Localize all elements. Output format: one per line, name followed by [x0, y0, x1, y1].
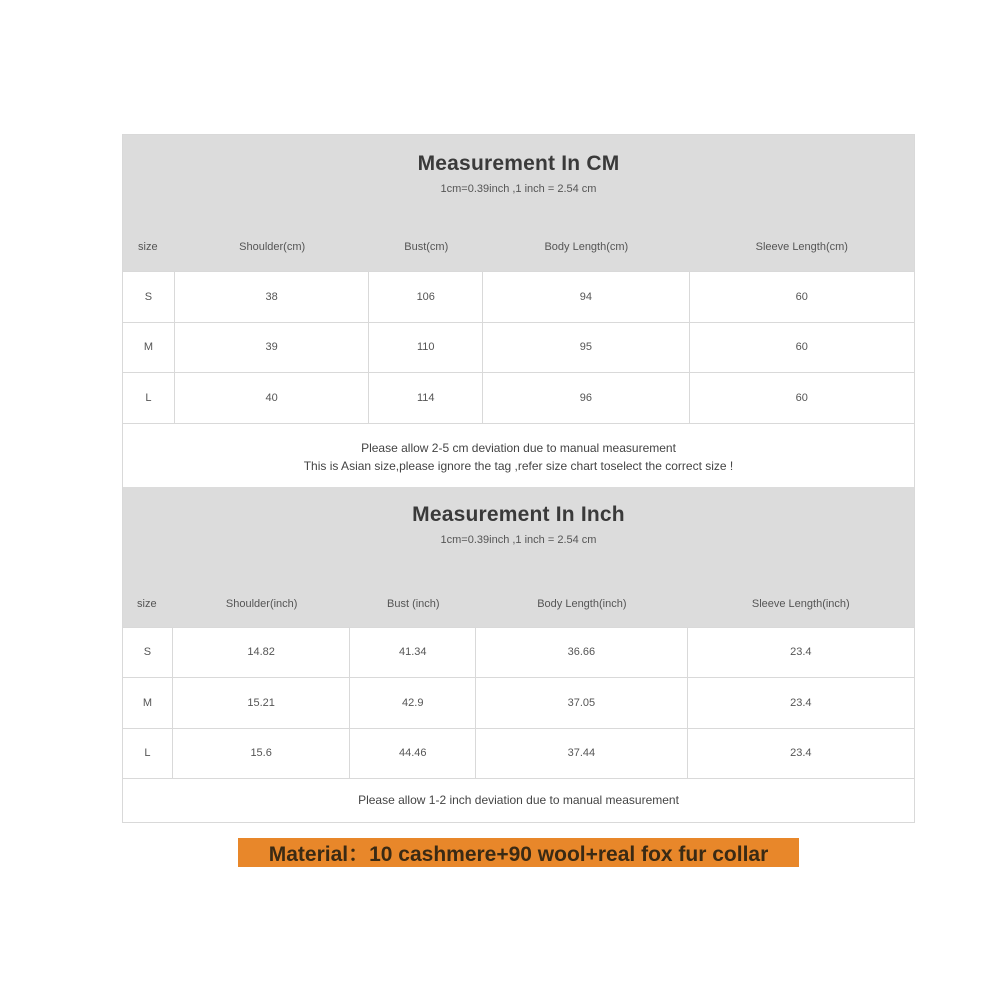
size-cell: L	[123, 729, 173, 779]
body-length-cell: 94	[483, 272, 689, 322]
column-header-bust: Bust(cm)	[404, 241, 449, 253]
size-cell: M	[123, 678, 173, 728]
sleeve-length-cell: 60	[795, 391, 808, 404]
table-row	[123, 677, 914, 728]
cm-title: Measurement In CM	[417, 152, 620, 175]
column-header-sleeve-length: Sleeve Length(cm)	[755, 241, 848, 253]
column-header-size: size	[138, 241, 158, 253]
table-row	[123, 322, 914, 373]
size-cell: M	[123, 323, 175, 373]
cm-conversion-note: 1cm=0.39inch ,1 inch = 2.54 cm	[440, 183, 597, 195]
sleeve-length-cell: 60	[795, 341, 808, 354]
column-header-body-length: Body Length(inch)	[537, 597, 627, 610]
shoulder-cell: 38	[175, 272, 370, 322]
inch-deviation-note: Please allow 1-2 inch deviation due to manual measurement	[123, 778, 914, 822]
table-row	[123, 372, 914, 423]
inch-header	[123, 487, 914, 627]
body-length-cell: 96	[483, 373, 689, 423]
shoulder-cell: 39	[175, 323, 370, 373]
bust-cell: 106	[369, 272, 483, 322]
size-cell: L	[123, 373, 175, 423]
size-cell: S	[123, 272, 175, 322]
shoulder-cell: 40	[175, 373, 370, 423]
shoulder-cell: 14.82	[173, 628, 351, 678]
bust-cell: 41.34	[350, 628, 476, 678]
column-header-size: size	[137, 597, 157, 610]
column-header-sleeve-length: Sleeve Length(inch)	[751, 597, 850, 610]
column-header-shoulder: Shoulder(inch)	[225, 597, 298, 610]
cm-header	[123, 135, 914, 271]
inch-section	[123, 487, 914, 823]
column-header-shoulder: Shoulder(cm)	[239, 241, 306, 253]
inch-column-headers	[123, 584, 914, 624]
column-header-body-length: Body Length(cm)	[544, 241, 629, 253]
bust-cell: 114	[369, 373, 483, 423]
sleeve-length-cell: 23.4	[790, 747, 812, 760]
table-row	[123, 728, 914, 779]
sleeve-length-cell: 23.4	[790, 696, 812, 709]
inch-title: Measurement In Inch	[412, 502, 625, 526]
inch-conversion-note: 1cm=0.39inch ,1 inch = 2.54 cm	[440, 533, 597, 546]
body-length-cell: 37.44	[476, 729, 687, 779]
sleeve-length-cell: 23.4	[790, 646, 812, 659]
bust-cell: 44.46	[350, 729, 476, 779]
column-header-bust: Bust (inch)	[387, 597, 440, 610]
cm-column-headers	[123, 227, 914, 267]
bust-cell: 42.9	[350, 678, 476, 728]
size-cell: S	[123, 628, 173, 678]
size-chart	[122, 134, 915, 823]
asian-size-note: This is Asian size,please ignore the tag ,refer size chart toselect the correct size !	[303, 458, 734, 473]
cm-deviation-note-line1: Please allow 2-5 cm deviation due to manual measurement	[361, 440, 676, 455]
table-row	[123, 627, 914, 678]
material-banner: Material：10 cashmere+90 wool+real fox fur collar	[238, 838, 799, 867]
shoulder-cell: 15.21	[173, 678, 351, 728]
body-length-cell: 37.05	[476, 678, 687, 728]
sleeve-length-cell: 60	[795, 290, 808, 303]
cm-section	[123, 135, 914, 487]
shoulder-cell: 15.6	[173, 729, 351, 779]
table-row	[123, 271, 914, 322]
body-length-cell: 95	[483, 323, 689, 373]
bust-cell: 110	[369, 323, 483, 373]
body-length-cell: 36.66	[476, 628, 687, 678]
cm-deviation-note	[123, 423, 914, 487]
